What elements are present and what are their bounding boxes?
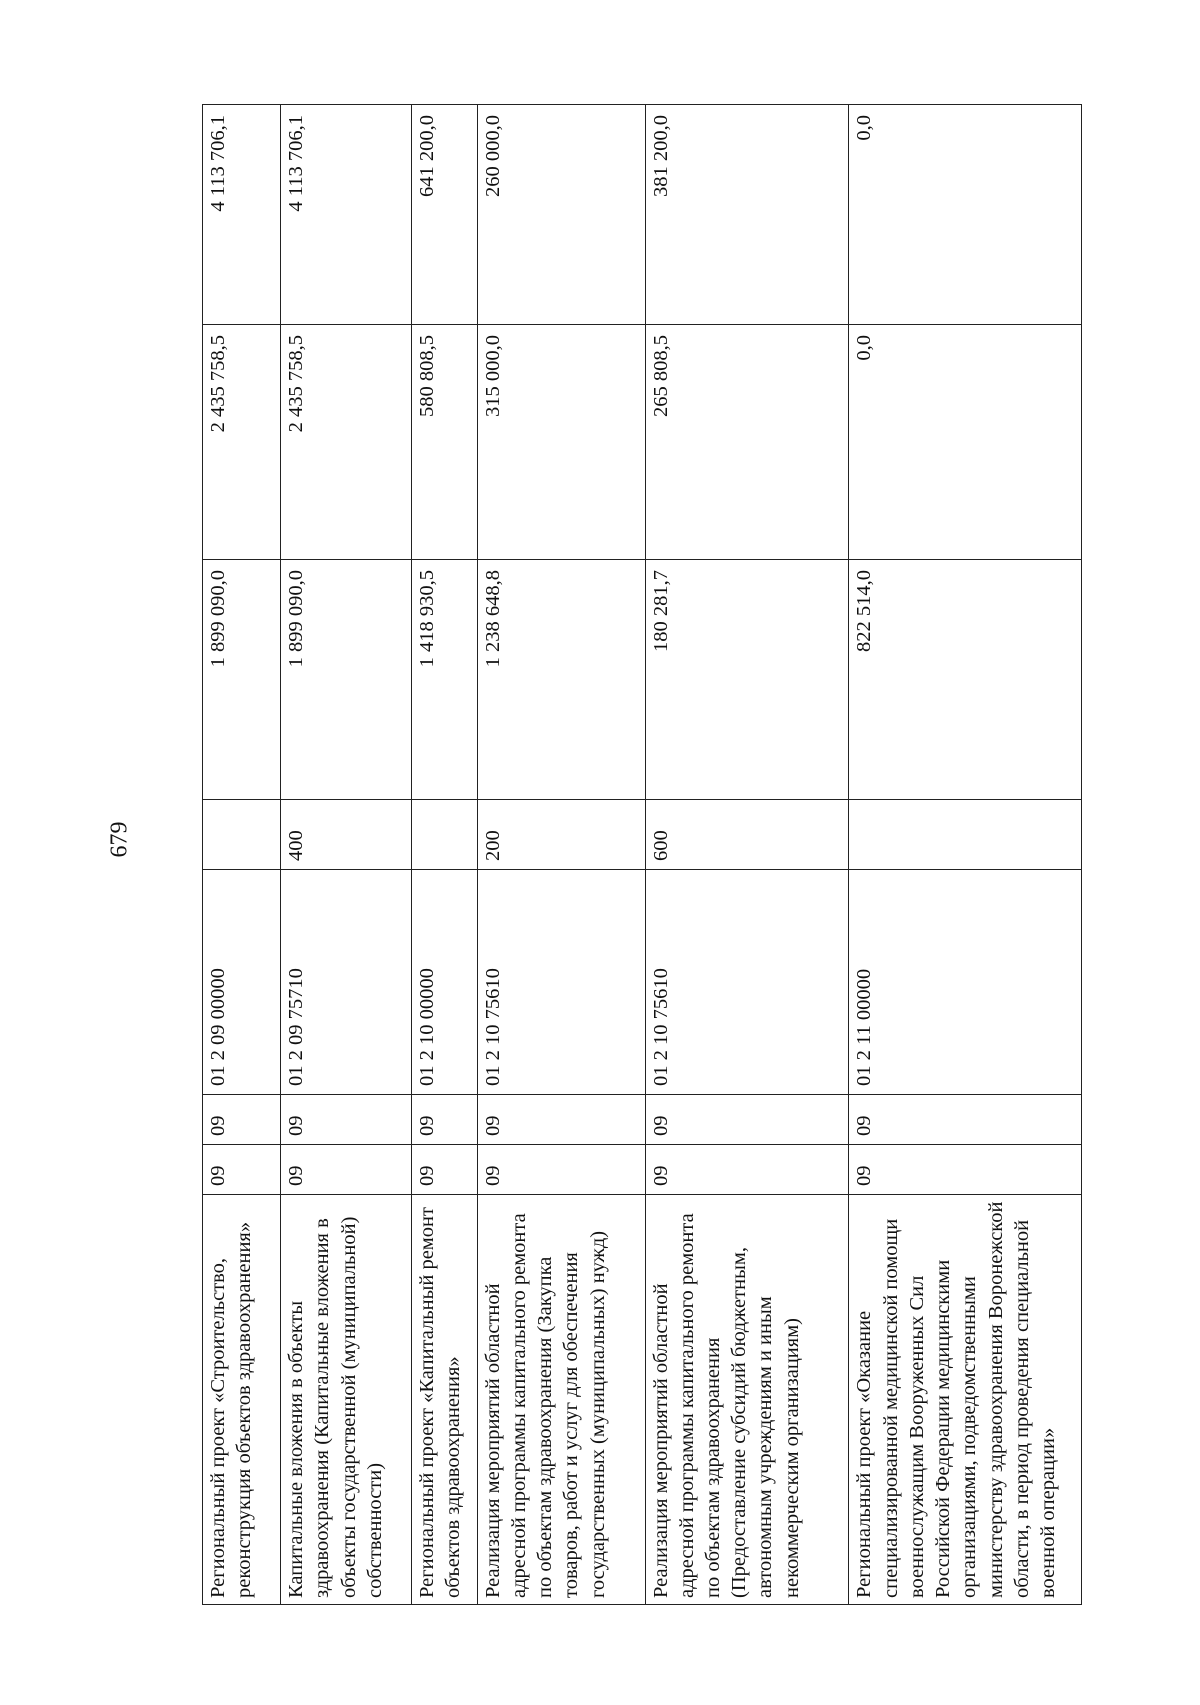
row-sum2: 0,0 <box>849 325 1082 560</box>
row-rz: 09 <box>203 1145 281 1195</box>
row-sum2: 580 808,5 <box>411 325 477 560</box>
row-name: Реализация мероприятий областной адресной программы капитального ремонта по объектам здравоохранения (Закупка товаров, работ и услуг для обеспечения государственных (муниципальных) нужд) <box>477 1195 645 1605</box>
row-csr: 01 2 09 75710 <box>281 870 412 1095</box>
row-sum1: 822 514,0 <box>849 560 1082 800</box>
row-sum1: 1 899 090,0 <box>203 560 281 800</box>
row-sum1: 1 899 090,0 <box>281 560 412 800</box>
row-sum2: 315 000,0 <box>477 325 645 560</box>
row-sum2: 2 435 758,5 <box>281 325 412 560</box>
row-pr: 09 <box>645 1095 849 1145</box>
table-row <box>203 105 281 1605</box>
row-rz: 09 <box>477 1145 645 1195</box>
row-sum2: 265 808,5 <box>645 325 849 560</box>
row-csr: 01 2 11 00000 <box>849 870 1082 1095</box>
row-vr: 400 <box>281 800 412 870</box>
row-vr: 200 <box>477 800 645 870</box>
table-row <box>477 105 645 1605</box>
table-row <box>281 105 412 1605</box>
row-csr: 01 2 10 75610 <box>477 870 645 1095</box>
row-rz: 09 <box>645 1145 849 1195</box>
row-sum1: 180 281,7 <box>645 560 849 800</box>
row-pr: 09 <box>203 1095 281 1145</box>
row-name: Капитальные вложения в объекты здравоохранения (Капитальные вложения в объекты государственной (муниципальной) собственности) <box>281 1195 412 1605</box>
row-pr: 09 <box>411 1095 477 1145</box>
rotated-table-wrapper <box>202 105 1082 1605</box>
row-pr: 09 <box>281 1095 412 1145</box>
row-pr: 09 <box>477 1095 645 1145</box>
row-sum3: 260 000,0 <box>477 105 645 325</box>
row-name: Реализация мероприятий областной адресной программы капитального ремонта по объектам здравоохранения (Предоставление субсидий бюджетным, автономным учреждениям и иным некоммерческим организациям) <box>645 1195 849 1605</box>
row-csr: 01 2 10 75610 <box>645 870 849 1095</box>
page-number: 679 <box>106 821 133 858</box>
row-vr <box>411 800 477 870</box>
table-row <box>849 105 1082 1605</box>
budget-table <box>202 104 1082 1605</box>
row-sum3: 4 113 706,1 <box>281 105 412 325</box>
row-name: Региональный проект «Капитальный ремонт объектов здравоохранения» <box>411 1195 477 1605</box>
row-rz: 09 <box>411 1145 477 1195</box>
row-csr: 01 2 09 00000 <box>203 870 281 1095</box>
row-rz: 09 <box>849 1145 1082 1195</box>
row-sum1: 1 238 648,8 <box>477 560 645 800</box>
row-csr: 01 2 10 00000 <box>411 870 477 1095</box>
row-sum3: 381 200,0 <box>645 105 849 325</box>
row-rz: 09 <box>281 1145 412 1195</box>
row-vr <box>849 800 1082 870</box>
row-sum3: 641 200,0 <box>411 105 477 325</box>
row-sum3: 4 113 706,1 <box>203 105 281 325</box>
row-name: Региональный проект «Оказание специализированной медицинской помощи военнослужащим Вооруженных Сил Российской Федерации медицинскими организациями, подведомственными министерству здравоохранения Воронежской области, в период проведения специальной военной операции» <box>849 1195 1082 1605</box>
row-name: Региональный проект «Строительство, реконструкция объектов здравоохранения» <box>203 1195 281 1605</box>
row-sum2: 2 435 758,5 <box>203 325 281 560</box>
row-vr <box>203 800 281 870</box>
table-row <box>411 105 477 1605</box>
table-row <box>645 105 849 1605</box>
row-pr: 09 <box>849 1095 1082 1145</box>
row-vr: 600 <box>645 800 849 870</box>
row-sum1: 1 418 930,5 <box>411 560 477 800</box>
row-sum3: 0,0 <box>849 105 1082 325</box>
